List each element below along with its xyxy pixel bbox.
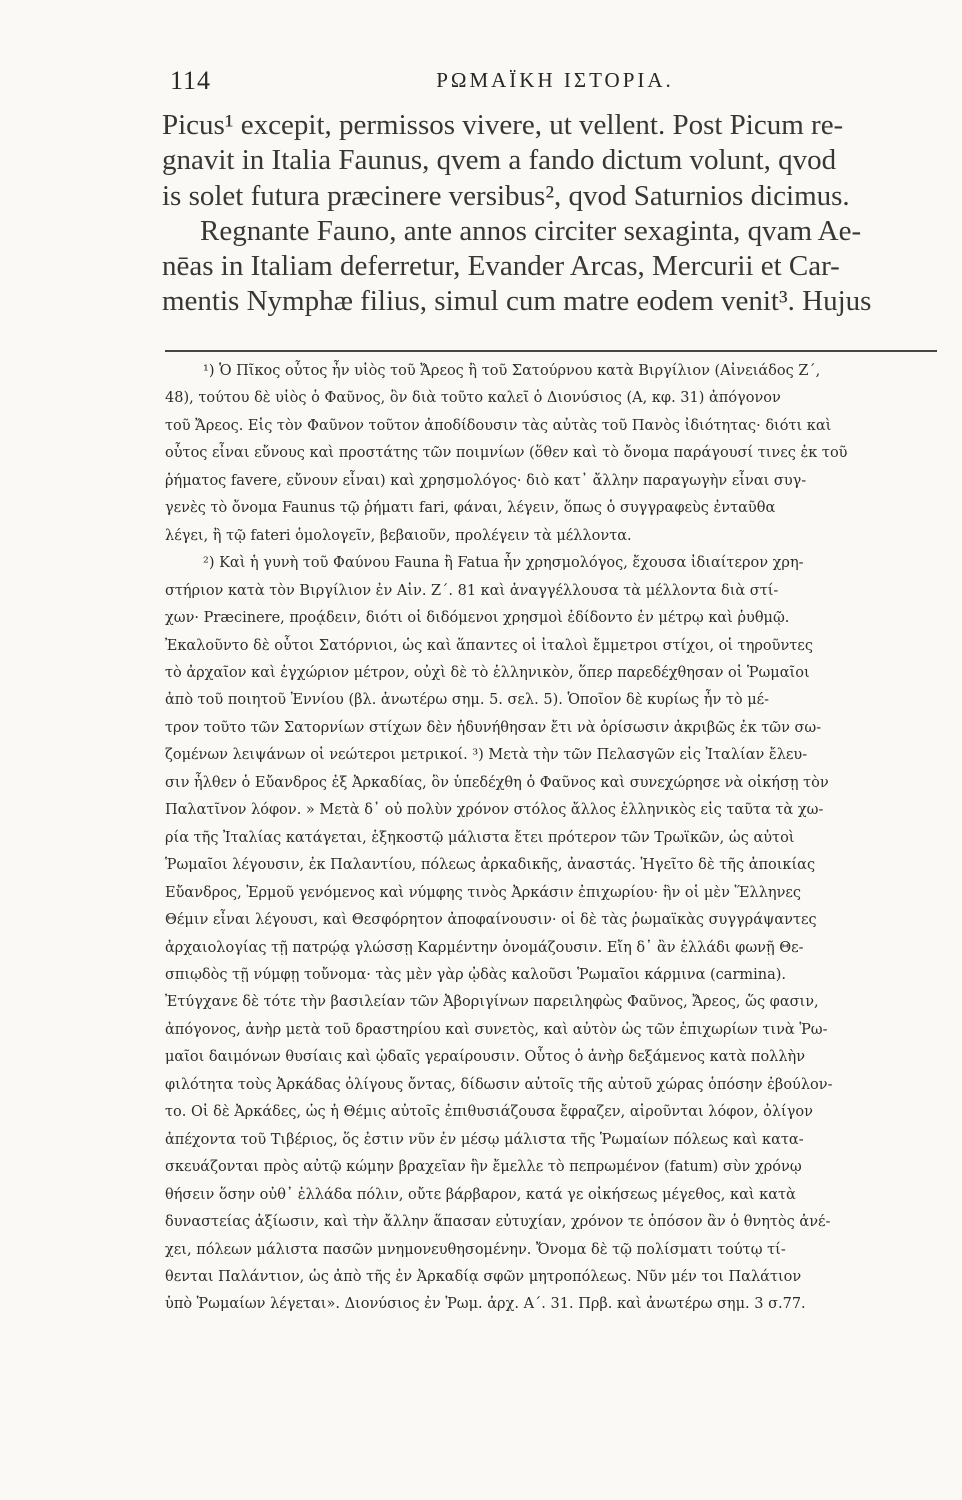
main-text-line: nēas in Italiam deferretur, Evander Arcas, Mercurii et Car- bbox=[162, 250, 840, 283]
footnote-line: σιν ἦλθεν ὁ Εὔανδρος ἐξ Ἀρκαδίας, ὃν ὑπεδέχθη ὁ Φαῦνος καὶ συνεχώρησε νὰ οἰκήσῃ τὸν bbox=[165, 774, 829, 791]
main-text-line: is solet futura præcinere versibus², qvod Saturnios dicimus. bbox=[162, 179, 850, 212]
footnote-line: θενται Παλάντιον, ὡς ἀπὸ τῆς ἐν Ἀρκαδίᾳ σφῶν μητροπόλεως. Νῦν μέν τοι Παλάτιον bbox=[165, 1268, 802, 1285]
main-text-line: gnavit in Italia Faunus, qvem a fando dictum volunt, qvod bbox=[162, 144, 837, 177]
footnote-line: το. Οἱ δὲ Ἀρκάδες, ὡς ἡ Θέμις αὐτοῖς ἐπιθυσιάζουσα ἔφραζεν, αἱροῦνται λόφον, ὀλίγον bbox=[165, 1104, 813, 1121]
footnote-line: ἀρχαιολογίας τῇ πατρῴᾳ γλώσσῃ Καρμέντην ὀνομάζουσιν. Εἴη δ᾽ ἂν ἑλλάδι φωνῇ Θε- bbox=[165, 939, 804, 956]
footnote-line: ²) Καὶ ἡ γυνὴ τοῦ Φαύνου Fauna ἢ Fatua ἦν χρησμολόγος, ἔχουσα ἰδιαίτερον χρη- bbox=[203, 555, 804, 572]
footnote-line: σκευάζονται πρὸς αὐτῷ κώμην βραχεῖαν ἣν ἔμελλε τὸ πεπρωμένον (fatum) σὺν χρόνῳ bbox=[165, 1159, 802, 1176]
footnote-line: ἀπόγονος, ἀνὴρ μετὰ τοῦ δραστηρίου καὶ συνετὸς, καὶ αὐτὸν ὡς τῶν ἐπιχωρίων τινὰ Ῥω- bbox=[165, 1021, 828, 1038]
footnote-line: ¹) Ὁ Πῖκος οὗτος ἦν υἱὸς τοῦ Ἄρεος ἢ τοῦ Σατούρνου κατὰ Βιργίλιον (Αἰνειάδος Ζ΄, bbox=[203, 363, 821, 379]
footnote-line: Ἐκαλοῦντο δὲ οὗτοι Σατόρνιοι, ὡς καὶ ἅπαντες οἱ ἰταλοὶ ἔμμετροι στίχοι, οἱ τηροῦντες bbox=[165, 637, 813, 654]
footnote-line: Θέμιν εἶναι λέγουσι, καὶ Θεσφόρητον ἀποφαίνουσιν· οἱ δὲ τὰς ῥωμαϊκὰς συγγράψαντες bbox=[165, 912, 817, 929]
footnote-line: τὸ ἀρχαῖον καὶ ἐγχώριον μέτρον, οὐχὶ δὲ τὸ ἑλληνικὸν, ὅπερ παρεδέχθησαν οἱ Ῥωμαῖοι bbox=[165, 664, 810, 681]
footnote-line: μαῖοι δαιμόνων θυσίαις καὶ ᾠδαῖς γεραίρουσιν. Οὗτος ὁ ἀνὴρ δεξάμενος κατὰ πολλὴν bbox=[165, 1049, 806, 1066]
main-text-line: Picus¹ excepit, permissos vivere, ut vellent. Post Picum re- bbox=[162, 109, 844, 141]
footnote-line: δυναστείας ἀξίωσιν, καὶ τὴν ἄλλην ἅπασαν εὐτυχίαν, χρόνον τε ὁπόσον ἂν ὁ θνητὸς ἀνέ- bbox=[165, 1214, 831, 1231]
footnote-line: τρον τοῦτο τῶν Σατορνίων στίχων δὲν ἠδυνήθησαν ἔτι νὰ ὁρίσωσιν ἀκριβῶς ἐκ τῶν σω- bbox=[165, 719, 822, 736]
latin-main-text bbox=[162, 108, 947, 320]
footnote-line: ἀπὸ τοῦ ποιητοῦ Ἐννίου (βλ. ἀνωτέρω σημ. 5. σελ. 5). Ὁποῖον δὲ κυρίως ἦν τὸ μέ- bbox=[165, 692, 770, 709]
footnote-line: ζομένων λειψάνων οἱ νεώτεροι μετρικοί. ³) Μετὰ τὴν τῶν Πελασγῶν εἰς Ἰταλίαν ἔλευ- bbox=[165, 747, 808, 764]
footnote-line: λέγει, ἢ τῷ fateri ὁμολογεῖν, βεβαιοῦν, προλέγειν τὰ μέλλοντα. bbox=[165, 527, 632, 544]
footnote-line: ὑπὸ Ῥωμαίων λέγεται». Διονύσιος ἐν Ῥωμ. ἀρχ. Α΄. 31. Πρβ. καὶ ἀνωτέρω σημ. 3 σ.77. bbox=[165, 1296, 806, 1313]
footnote-line: σπιῳδὸς τῇ νύμφῃ τοὔνομα· τὰς μὲν γὰρ ᾠδὰς καλοῦσι Ῥωμαῖοι κάρμινα (carmina). bbox=[165, 966, 787, 983]
footnote-line: γενὲς τὸ ὄνομα Faunus τῷ ῥήματι fari, φάναι, λέγειν, ὅπως ὁ συγγραφεὺς ἐνταῦθα bbox=[165, 500, 776, 517]
footnote-line: Παλατῖνον λόφον. » Μετὰ δ᾽ οὐ πολὺν χρόνον στόλος ἄλλος ἑλληνικὸς εἰς ταῦτα τὰ χω- bbox=[165, 802, 824, 819]
footnote-line: φιλότητα τοὺς Ἀρκάδας ὀλίγους ὄντας, δίδωσιν αὐτοῖς τῆς αὐτοῦ χώρας ὁπόσην ἐβούλον- bbox=[165, 1076, 833, 1093]
running-title: ΡΩΜΑΪΚΗ ΙΣΤΟΡΙΑ. bbox=[436, 68, 674, 92]
page-header bbox=[170, 66, 940, 100]
footnote-line: ρία τῆς Ἰταλίας κατάγεται, ἑξηκοστῷ μάλιστα ἔτει πρότερον τῶν Τρωϊκῶν, ὡς αὐτοὶ bbox=[165, 829, 795, 846]
main-text-line: Regnante Fauno, ante annos circiter sexaginta, qvam Ae- bbox=[200, 214, 862, 247]
footnote-line: χων· Præcinere, προᾴδειν, διότι οἱ διδόμενοι χρησμοὶ ἐδίδοντο ἐν μέτρῳ καὶ ῥυθμῷ. bbox=[165, 610, 790, 627]
footnote-line: χει, πόλεων μάλιστα πασῶν μνημονευθησομένην. Ὄνομα δὲ τῷ πολίσματι τούτῳ τί- bbox=[165, 1241, 786, 1258]
footnote-line: Ῥωμαῖοι λέγουσιν, ἐκ Παλαντίου, πόλεως ἀρκαδικῆς, ἀναστάς. Ἡγεῖτο δὲ τῆς ἀποικίας bbox=[165, 857, 816, 874]
footnote-line: Εὔανδρος, Ἑρμοῦ γενόμενος καὶ νύμφης τινὸς Ἀρκάσιν ἐπιχωρίου· ἣν οἱ μὲν Ἕλληνες bbox=[165, 884, 802, 901]
footnote-line: θήσειν ὅσην οὐθ᾽ ἑλλάδα πόλιν, οὔτε βάρβαρον, κατά γε οἰκήσεως μέγεθος, καὶ κατὰ bbox=[165, 1186, 796, 1203]
footnote-line: στήριον κατὰ τὸν Βιργίλιον ἐν Αἰν. Ζ΄. 81 καὶ ἀναγγέλλουσα τὰ μέλλοντα διὰ στί- bbox=[165, 582, 779, 599]
footnote-line: ἀπέχοντα τοῦ Τιβέριος, ὅς ἐστιν νῦν ἐν μέσῳ μάλιστα τῆς Ῥωμαίων πόλεως καὶ κατα- bbox=[165, 1131, 804, 1148]
footnote-line: 48), τούτου δὲ υἱὸς ὁ Φαῦνος, ὃν διὰ τοῦτο καλεῖ ὁ Διονύσιος (Α, κφ. 31) ἀπόγονον bbox=[165, 390, 781, 407]
page-number: 114 bbox=[170, 66, 212, 95]
footnote-line: ῥήματος favere, εὔνουν εἶναι) καὶ χρησμολόγος· διὸ κατ᾽ ἄλλην παραγωγὴν εἶναι συγ- bbox=[165, 472, 807, 489]
main-text-line: mentis Nymphæ filius, simul cum matre eodem venit³. Hujus bbox=[162, 285, 872, 318]
footnote-line: οὗτος εἶναι εὔνους καὶ προστάτης τῶν ποιμνίων (ὅθεν καὶ τὸ ὄνομα παράγουσί τινες ἐκ τοῦ bbox=[165, 445, 848, 462]
footnote-separator bbox=[165, 350, 937, 352]
footnote-line: τοῦ Ἄρεος. Εἰς τὸν Φαῦνον τοῦτον ἀποδίδουσιν τὰς αὐτὰς τοῦ Πανὸς ἰδιότητας· διότι καὶ bbox=[165, 417, 832, 434]
greek-footnotes bbox=[165, 358, 940, 1319]
footnote-line: Ἐτύγχανε δὲ τότε τὴν βασιλείαν τῶν Ἀβοριγίνων παρειληφὼς Φαῦνος, Ἄρεος, ὥς φασιν, bbox=[165, 994, 819, 1011]
